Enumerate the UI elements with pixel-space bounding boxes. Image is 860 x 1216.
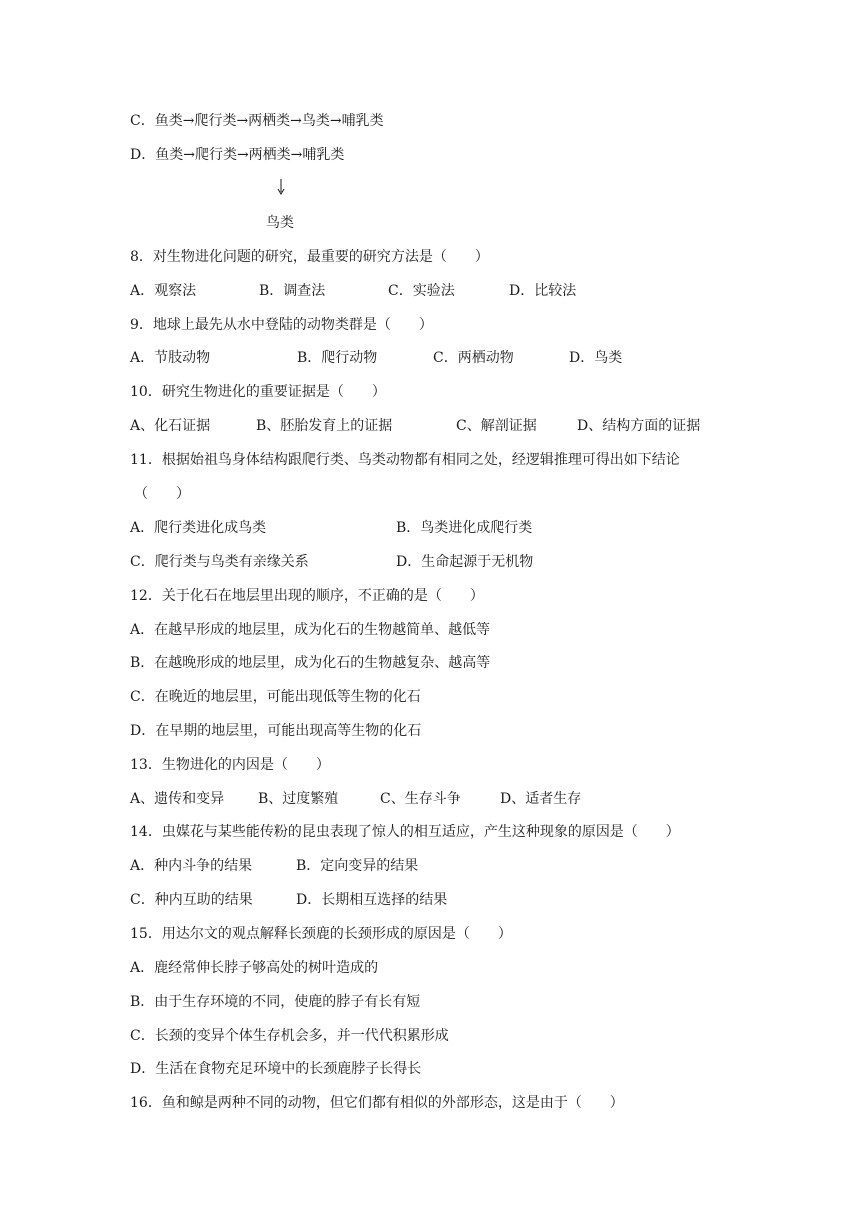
q11-option-d: D．生命起源于无机物 [396,554,534,570]
q15-option-a: A．鹿经常伸长脖子够高处的树叶造成的 [130,960,379,976]
question-9: 9．地球上最先从水中登陆的动物类群是（ ） [130,317,433,333]
question-11-options-row2 [0,552,860,572]
branch-label-birds: 鸟类 [266,215,294,231]
question-16: 16．鱼和鲸是两种不同的动物，但它们都有相似的外部形态，这是由于（ ） [130,1095,624,1111]
question-14: 14．虫媒花与某些能传粉的昆虫表现了惊人的相互适应，产生这种现象的原因是（ ） [130,824,680,840]
question-12: 12．关于化石在地层里出现的顺序，不正确的是（ ） [130,588,484,604]
q15-option-d: D．生活在食物充足环境中的长颈鹿脖子长得长 [130,1061,422,1077]
q14-option-d: D．长期相互选择的结果 [296,892,448,908]
q8-option-d: D．比较法 [509,283,577,299]
q11-option-b: B．鸟类进化成爬行类 [396,520,533,536]
question-14-options-row1 [0,856,860,876]
q14-option-a: A．种内斗争的结果 [130,858,253,874]
q8-option-a: A．观察法 [130,283,197,299]
question-8-options [0,281,860,301]
q14-option-b: B．定向变异的结果 [296,858,419,874]
q13-option-a: A、遗传和变异 [130,791,225,807]
q9-option-a: A．节肢动物 [130,350,211,366]
question-9-options [0,348,860,368]
question-11-bracket: （ ） [134,486,190,502]
question-15: 15．用达尔文的观点解释长颈鹿的长颈形成的原因是（ ） [130,926,512,942]
q14-option-c: C．种内互助的结果 [130,892,253,908]
q10-option-b: B、胚胎发育上的证据 [256,418,393,434]
question-11: 11．根据始祖鸟身体结构跟爬行类、鸟类动物都有相同之处，经逻辑推理可得出如下结论 [130,452,680,468]
question-13-options [0,789,860,809]
q13-option-d: D、适者生存 [500,791,582,807]
q13-option-c: C、生存斗争 [380,791,461,807]
q13-option-b: B、过度繁殖 [258,791,339,807]
q8-option-c: C．实验法 [388,283,455,299]
question-14-options-row2 [0,890,860,910]
q15-option-b: B．由于生存环境的不同，使鹿的脖子有长有短 [130,994,421,1010]
q9-option-b: B．爬行动物 [297,350,378,366]
q10-option-d: D、结构方面的证据 [577,418,701,434]
question-11-options-row1 [0,518,860,538]
q12-option-b: B．在越晚形成的地层里，成为化石的生物越复杂、越高等 [130,655,491,671]
q10-option-a: A、化石证据 [130,418,211,434]
question-10-options [0,416,860,436]
question-13: 13．生物进化的内因是（ ） [130,757,330,773]
q9-option-d: D．鸟类 [569,350,623,366]
down-arrow-icon [276,178,286,196]
question-8: 8．对生物进化问题的研究，最重要的研究方法是（ ） [130,249,489,265]
option-c-evolution-sequence: C．鱼类→爬行类→两栖类→鸟类→哺乳类 [130,113,384,129]
q12-option-d: D．在早期的地层里，可能出现高等生物的化石 [130,723,422,739]
q15-option-c: C．长颈的变异个体生存机会多，并一代代积累形成 [130,1028,449,1044]
q9-option-c: C．两栖动物 [433,350,514,366]
q10-option-c: C、解剖证据 [456,418,537,434]
q12-option-c: C．在晚近的地层里，可能出现低等生物的化石 [130,689,421,705]
q11-option-a: A．爬行类进化成鸟类 [130,520,267,536]
q12-option-a: A．在越早形成的地层里，成为化石的生物越简单、越低等 [130,622,491,638]
q8-option-b: B．调查法 [259,283,326,299]
question-10: 10．研究生物进化的重要证据是（ ） [130,384,386,400]
option-d-evolution-sequence: D．鱼类→爬行类→两栖类→哺乳类 [130,147,345,163]
q11-option-c: C．爬行类与鸟类有亲缘关系 [130,554,309,570]
